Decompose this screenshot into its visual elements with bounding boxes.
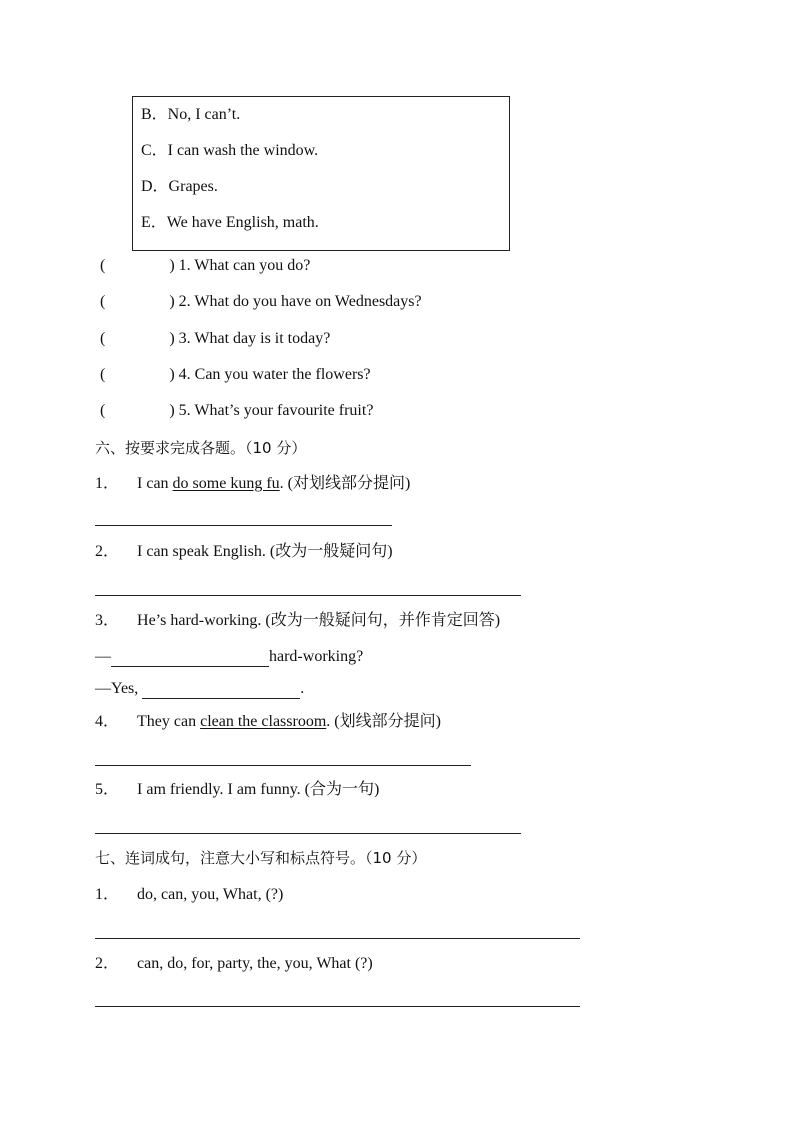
s6-question-1 — [95, 474, 410, 494]
question-number: 1． — [95, 886, 120, 903]
answer-blank-q3-2[interactable] — [142, 682, 300, 699]
answer-blank-q3-1[interactable] — [111, 650, 269, 667]
answer-line-s6-q5[interactable] — [95, 833, 521, 834]
answer-line-s6-q4[interactable] — [95, 765, 471, 766]
matching-question-1 — [100, 256, 310, 276]
matching-question-2 — [100, 292, 422, 312]
answer-paren-close: ) — [169, 330, 175, 347]
options-box — [132, 96, 510, 251]
question-text: He’s hard-working. (改为一般疑问句，并作肯定回答) — [137, 612, 501, 629]
answer-line-s7-q2[interactable] — [95, 1006, 580, 1007]
s6-question-5 — [95, 780, 379, 800]
question-number: 2． — [95, 543, 120, 560]
s6-question-2 — [95, 542, 393, 562]
question-text: 2. What do you have on Wednesdays? — [178, 293, 422, 310]
answer-paren-close: ) — [169, 293, 175, 310]
answer-prefix: —Yes, — [95, 680, 143, 697]
answer-suffix: . — [300, 680, 305, 697]
question-instruction: . (划线部分提问) — [326, 713, 441, 730]
s7-question-2 — [95, 954, 373, 974]
option-e: E．We have English, math. — [141, 214, 319, 231]
question-number: 4． — [95, 713, 120, 730]
answer-line-s7-q1[interactable] — [95, 938, 580, 939]
answer-paren-open: ( — [100, 330, 106, 347]
question-text: I can speak English. (改为一般疑问句) — [137, 543, 393, 560]
option-c: C．I can wash the window. — [141, 142, 319, 159]
answer-paren-close: ) — [169, 257, 175, 274]
question-text-pre: They can — [137, 713, 201, 730]
question-text: can, do, for, party, the, you, What (?) — [137, 955, 373, 972]
question-number: 1． — [95, 475, 120, 492]
question-text: 1. What can you do? — [178, 257, 311, 274]
answer-paren-open: ( — [100, 366, 106, 383]
section6-heading: 六、按要求完成各题。（10 分） — [95, 439, 307, 457]
question-instruction: . (对划线部分提问) — [279, 475, 411, 492]
answer-paren-close: ) — [169, 402, 175, 419]
s6-q3-answer-line-2 — [95, 679, 304, 699]
section7-heading: 七、连词成句，注意大小写和标点符号。（10 分） — [95, 849, 427, 867]
matching-question-4 — [100, 365, 371, 385]
question-number: 3． — [95, 612, 120, 629]
underlined-phrase: do some kung fu — [172, 475, 280, 492]
s6-q3-answer-line-1 — [95, 647, 363, 667]
question-text-pre: I can — [137, 475, 173, 492]
option-b: B．No, I can’t. — [141, 106, 241, 123]
question-number: 2． — [95, 955, 120, 972]
matching-question-5 — [100, 401, 373, 421]
question-text: I am friendly. I am funny. (合为一句) — [137, 781, 380, 798]
dash: — — [95, 648, 111, 665]
answer-line-s6-q1[interactable] — [95, 525, 392, 526]
answer-line-s6-q2[interactable] — [95, 595, 521, 596]
question-number: 5． — [95, 781, 120, 798]
answer-paren-open: ( — [100, 402, 106, 419]
question-text: do, can, you, What, (?) — [137, 886, 284, 903]
s7-question-1 — [95, 885, 283, 905]
option-d: D．Grapes. — [141, 178, 218, 195]
s6-question-3 — [95, 611, 500, 631]
s6-question-4 — [95, 712, 441, 732]
underlined-phrase: clean the classroom — [200, 713, 327, 730]
answer-suffix: hard-working? — [269, 648, 364, 665]
question-text: 5. What’s your favourite fruit? — [178, 402, 374, 419]
answer-paren-open: ( — [100, 293, 106, 310]
matching-question-3 — [100, 329, 330, 349]
answer-paren-close: ) — [169, 366, 175, 383]
question-text: 3. What day is it today? — [178, 330, 331, 347]
answer-paren-open: ( — [100, 257, 106, 274]
question-text: 4. Can you water the flowers? — [178, 366, 371, 383]
